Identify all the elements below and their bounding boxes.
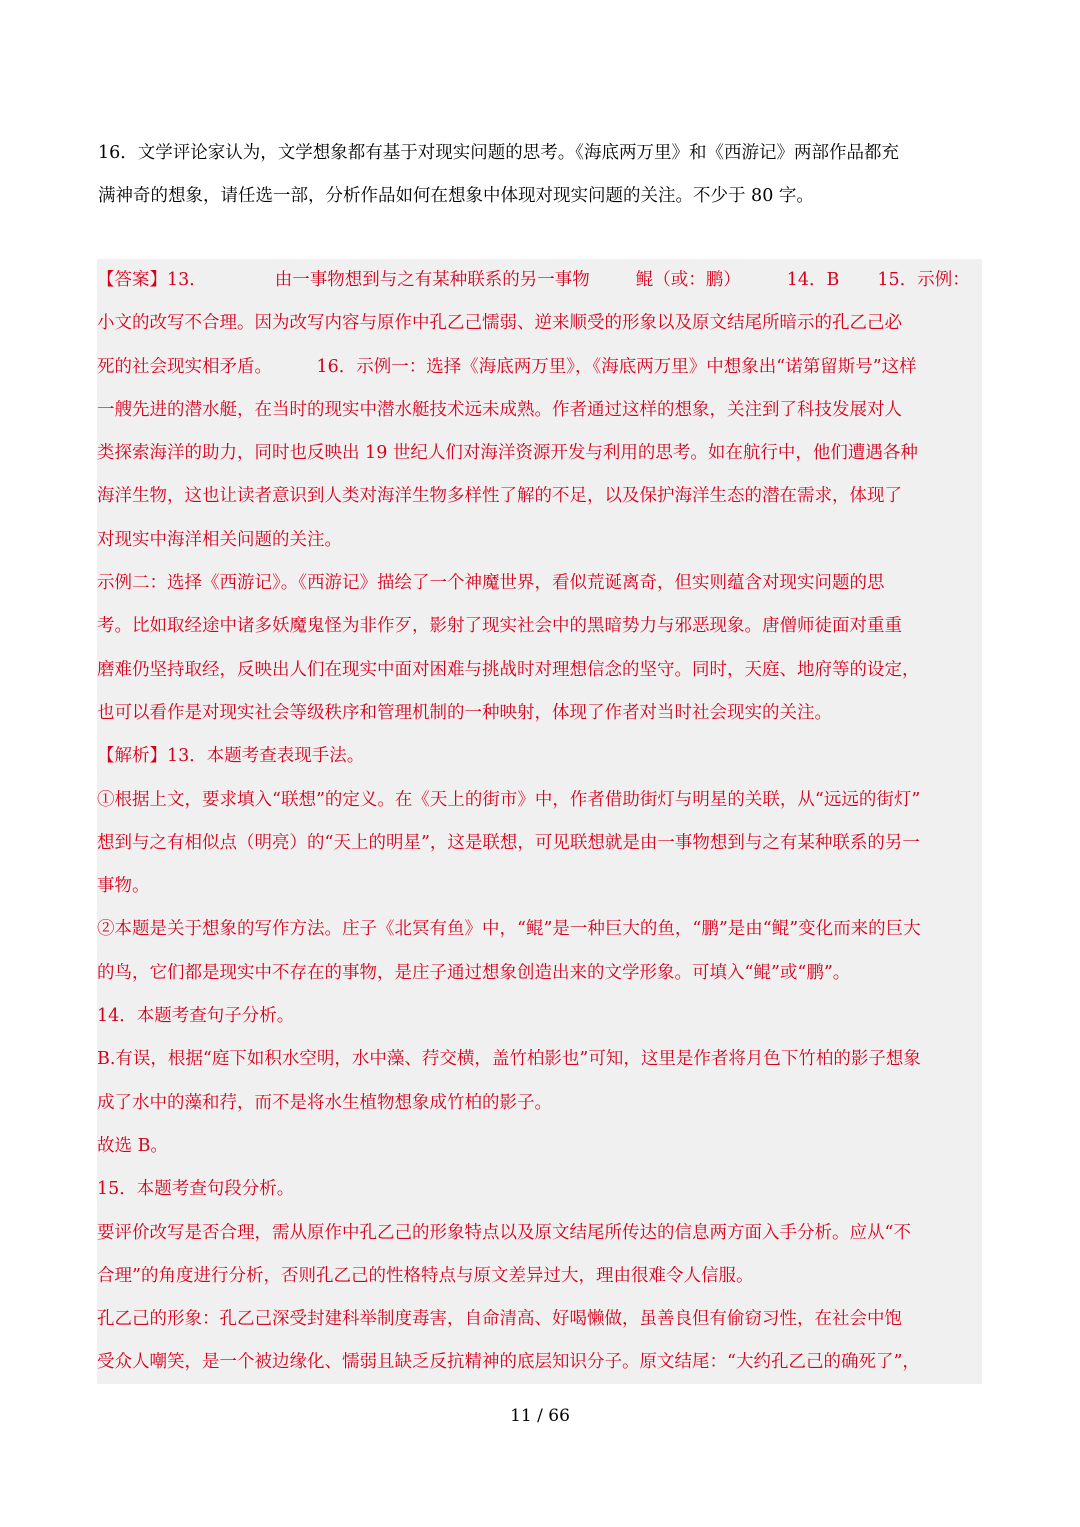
answer-summary-line: [97, 259, 982, 302]
answer-line: 考。比如取经途中诸多妖魔鬼怪为非作歹，影射了现实社会中的黑暗势力与邪恶现象。唐僧师徒面对重重: [97, 616, 902, 637]
analysis-line: 合理”的角度进行分析，否则孔乙己的性格特点与原文差异过大，理由很难令人信服。: [97, 1265, 754, 1286]
answer-15-head: 15．示例：: [877, 270, 970, 290]
answer-line: 死的社会现实相矛盾。 16．示例一：选择《海底两万里》，《海底两万里》中想象出“诺第留斯号”这样: [97, 356, 917, 377]
answer-line: 示例二：选择《西游记》。《西游记》描绘了一个神魔世界，看似荒诞离奇，但实则蕴含对现实问题的思: [97, 573, 885, 594]
analysis-line: ①根据上文，要求填入“联想”的定义。在《天上的街市》中，作者借助街灯与明星的关联，从“远远的街灯”: [97, 789, 921, 810]
answer-14: 14．B: [786, 270, 840, 290]
analysis-line: 15．本题考查句段分析。: [97, 1179, 295, 1200]
answer-line: 海洋生物，这也让读者意识到人类对海洋生物多样性了解的不足，以及保护海洋生态的潜在需求，体现了: [97, 486, 902, 507]
answer-analysis-block: [97, 259, 982, 1384]
answer-line: 也可以看作是对现实社会等级秩序和管理机制的一种映射，体现了作者对当时社会现实的关注。: [97, 702, 832, 723]
analysis-line: 受众人嘲笑，是一个被边缘化、懦弱且缺乏反抗精神的底层知识分子。原文结尾：“大约孔乙己的确死了”，: [97, 1352, 920, 1373]
answer-line: 类探索海洋的助力，同时也反映出 19 世纪人们对海洋资源开发与利用的思考。如在航行中，他们遭遇各种: [97, 443, 918, 464]
analysis-line: 想到与之有相似点（明亮）的“天上的明星”，这是联想，可见联想就是由一事物想到与之有某种联系的另一: [97, 832, 920, 853]
analysis-line: 14．本题考查句子分析。: [97, 1006, 295, 1027]
question-16: [98, 132, 983, 218]
analysis-line: 事物。: [97, 876, 150, 897]
page-number: 11 / 66: [510, 1406, 570, 1426]
analysis-line: ②本题是关于想象的写作方法。庄子《北冥有鱼》中，“鲲”是一种巨大的鱼，“鹏”是由“鲲”变化而来的巨大: [97, 919, 921, 940]
answer-line: 磨难仍坚持取经，反映出人们在现实中面对困难与挑战时对理想信念的坚守。同时，天庭、地府等的设定，: [97, 659, 920, 680]
analysis-line: 的鸟，它们都是现实中不存在的事物，是庄子通过想象创造出来的文学形象。可填入“鲲”或“鹏”。: [97, 962, 851, 983]
answer-line: 对现实中海洋相关问题的关注。: [97, 529, 342, 550]
answer-13-number: 13．: [167, 270, 207, 290]
answer-13-b: 鲲（或：鹏）: [635, 270, 741, 290]
answer-tag: 【答案】: [97, 270, 167, 290]
analysis-line: 成了水中的藻和荇，而不是将水生植物想象成竹柏的影子。: [97, 1092, 552, 1113]
question-line: 16．文学评论家认为，文学想象都有基于对现实问题的思考。《海底两万里》和《西游记》两部作品都充: [98, 143, 900, 163]
question-line: 满神奇的想象，请任选一部，分析作品如何在想象中体现对现实问题的关注。不少于 80 字。: [98, 186, 814, 206]
analysis-line: 孔乙己的形象：孔乙己深受封建科举制度毒害，自命清高、好喝懒做，虽善良但有偷窃习性，在社会中饱: [97, 1309, 902, 1330]
analysis-line: B.有误，根据“庭下如积水空明，水中藻、荇交横，盖竹柏影也”可知，这里是作者将月色下竹柏的影子想象: [97, 1049, 921, 1070]
analysis-line: 故选 B。: [97, 1135, 168, 1156]
answer-13-a: 由一事物想到与之有某种联系的另一事物: [274, 270, 590, 290]
answer-line: 小文的改写不合理。因为改写内容与原作中孔乙己懦弱、逆来顺受的形象以及原文结尾所暗示的孔乙己必: [97, 313, 902, 334]
analysis-line: [97, 735, 982, 778]
analysis-tag: 【解析】: [97, 746, 167, 767]
analysis-line: 要评价改写是否合理，需从原作中孔乙己的形象特点以及原文结尾所传达的信息两方面入手分析。应从“不: [97, 1222, 911, 1243]
analysis-text: 13．本题考查表现手法。: [167, 746, 365, 767]
answer-line: 一艘先进的潜水艇，在当时的现实中潜水艇技术远未成熟。作者通过这样的想象，关注到了科技发展对人: [97, 399, 902, 420]
